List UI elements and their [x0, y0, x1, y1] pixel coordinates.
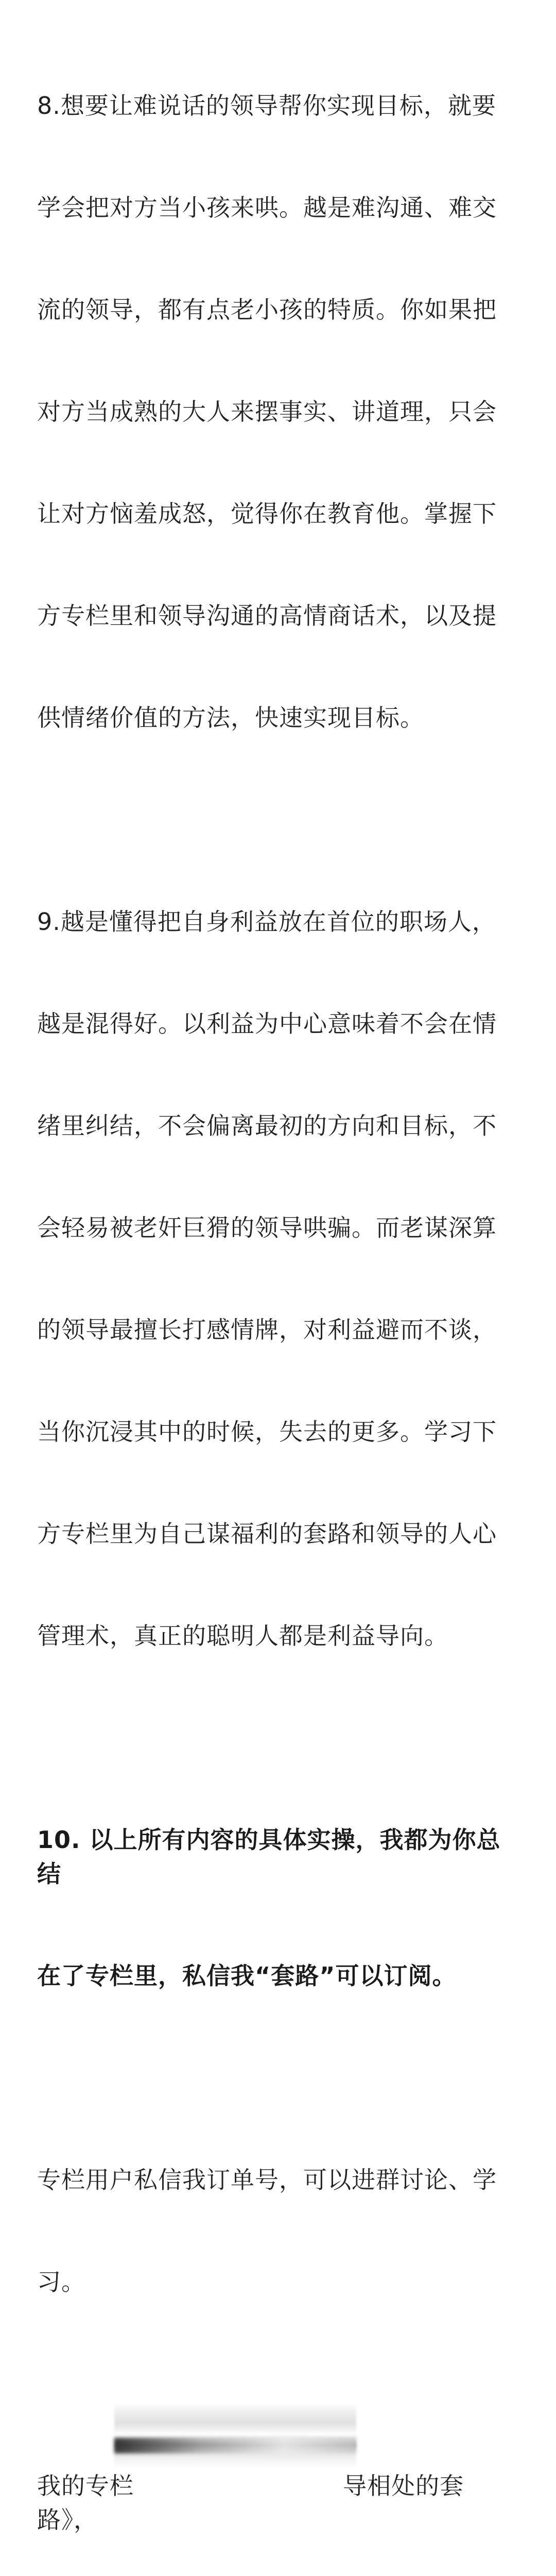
- text-line: 方专栏里为自己谋福利的套路和领导的人心: [37, 1520, 497, 1548]
- text-line: 学会把对方当小孩来哄。越是难沟通、难交: [37, 194, 497, 222]
- text-line: 越是混得好。以利益为中心意味着不会在情: [37, 1010, 497, 1038]
- text-line: 管理术，真正的聪明人都是利益导向。: [37, 1622, 448, 1650]
- paragraph-11: [37, 2095, 516, 2367]
- paragraph-10: [37, 1755, 516, 2061]
- text-line: 专栏用户私信我订单号，可以进群讨论、学: [37, 2166, 497, 2194]
- text-line: 9.越是懂得把自身利益放在首位的职场人，: [37, 908, 496, 936]
- text-line: 在了专栏里，私信我“套路”可以订阅。: [37, 1962, 457, 1990]
- text-line: 习。: [37, 2268, 85, 2296]
- paragraph-9: [37, 837, 516, 1721]
- text-line: 10. 以上所有内容的具体实操，我都为你总结: [37, 1826, 501, 1888]
- paragraph-12: [37, 2401, 516, 2576]
- redaction-blur: [114, 2404, 356, 2468]
- text-line: 的领导最擅长打感情牌，对利益避而不谈，: [37, 1316, 497, 1344]
- text-line: 会轻易被老奸巨猾的领导哄骗。而老谋深算: [37, 1214, 497, 1242]
- text-line: 流的领导，都有点老小孩的特质。你如果把: [37, 296, 497, 324]
- text-line: 供情绪价值的方法，快速实现目标。: [37, 704, 424, 732]
- text-line: 我的专栏 导相处的套路》，: [37, 2472, 464, 2534]
- paragraph-8: [37, 21, 516, 803]
- text-line: 当你沉浸其中的时候，失去的更多。学习下: [37, 1418, 497, 1446]
- article-content: [37, 21, 516, 2576]
- text-line: 对方当成熟的大人来摆事实、讲道理，只会: [37, 398, 497, 426]
- text-line: 8.想要让难说话的领导帮你实现目标，就要: [37, 92, 496, 120]
- text-line: 绪里纠结，不会偏离最初的方向和目标，不: [37, 1112, 497, 1140]
- text-line: 让对方恼羞成怒，觉得你在教育他。掌握下: [37, 500, 497, 528]
- text-line: 方专栏里和领导沟通的高情商话术，以及提: [37, 602, 497, 630]
